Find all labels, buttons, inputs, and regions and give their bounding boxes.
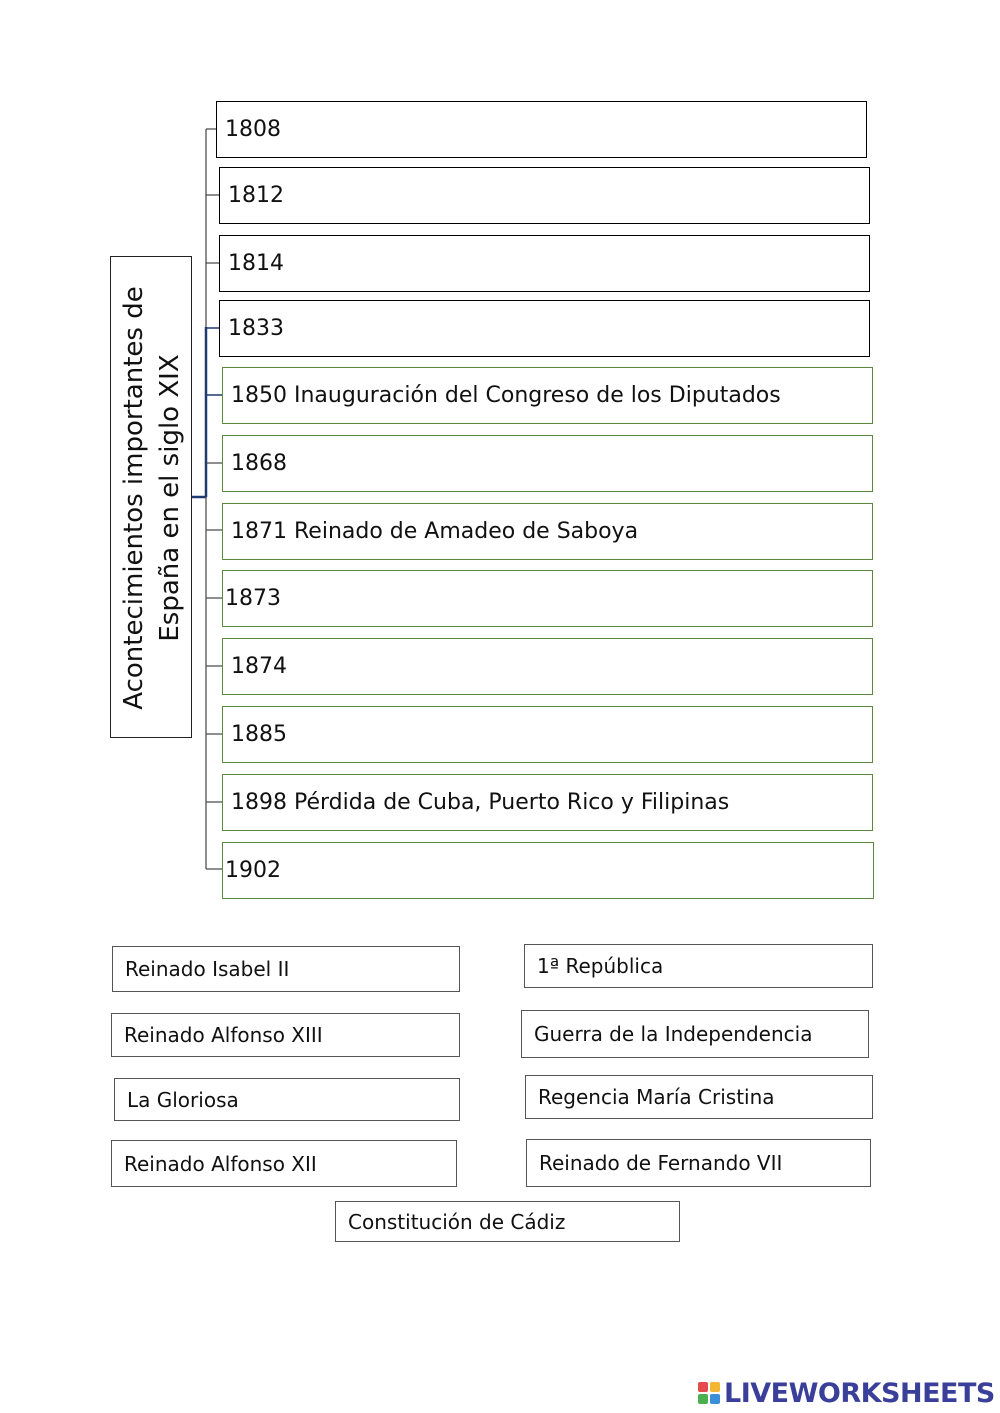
- answer-option-label: 1ª República: [537, 954, 664, 978]
- event-description: Reinado de Amadeo de Saboya: [294, 519, 639, 544]
- event-box-1898: [222, 774, 873, 831]
- event-box-1871: [222, 503, 873, 560]
- answer-option[interactable]: [525, 1075, 873, 1119]
- answer-option-label: Reinado Alfonso XIII: [124, 1023, 323, 1047]
- event-box-1808[interactable]: [216, 101, 867, 158]
- answer-option[interactable]: [112, 946, 460, 992]
- event-description: Inauguración del Congreso de los Diputados: [294, 383, 781, 408]
- event-year: 1808: [225, 117, 281, 142]
- event-year: 1871: [231, 519, 287, 544]
- event-box-1873[interactable]: [222, 570, 873, 627]
- event-year: 1833: [228, 316, 284, 341]
- event-box-1833[interactable]: [219, 300, 870, 357]
- event-description: Pérdida de Cuba, Puerto Rico y Filipinas: [294, 790, 730, 815]
- answer-option[interactable]: [524, 944, 873, 988]
- event-box-1874[interactable]: [222, 638, 873, 695]
- answer-option[interactable]: [114, 1078, 460, 1121]
- event-box-1812[interactable]: [219, 167, 870, 224]
- answer-option[interactable]: [526, 1139, 871, 1187]
- answer-option-label: La Gloriosa: [127, 1087, 239, 1112]
- answer-option-label: Regencia María Cristina: [538, 1085, 775, 1109]
- event-year: 1868: [231, 451, 287, 476]
- event-box-1902[interactable]: [222, 842, 874, 899]
- event-year: 1850: [231, 383, 287, 408]
- diagram-title-line-2: España en el siglo XIX: [155, 354, 185, 642]
- brand-name: LIVEWORKSHEETS: [724, 1377, 995, 1409]
- event-year: 1898: [231, 790, 287, 815]
- event-year: 1874: [231, 654, 287, 679]
- answer-option-label: Reinado Isabel II: [125, 957, 290, 981]
- answer-option-label: Constitución de Cádiz: [348, 1209, 566, 1234]
- event-box-1885[interactable]: [222, 706, 873, 763]
- answer-option[interactable]: [111, 1013, 460, 1057]
- event-year: 1902: [225, 858, 281, 883]
- diagram-title-line-1: Acontecimientos importantes de: [119, 286, 149, 710]
- liveworksheets-branding: [698, 1376, 995, 1410]
- event-year: 1885: [231, 722, 287, 747]
- event-year: 1812: [228, 183, 284, 208]
- event-box-1814[interactable]: [219, 235, 870, 292]
- event-box-1868[interactable]: [222, 435, 873, 492]
- event-year: 1873: [225, 586, 281, 611]
- answer-option-label: Reinado de Fernando VII: [539, 1151, 783, 1175]
- liveworksheets-logo-icon: [698, 1382, 720, 1404]
- event-year: 1814: [228, 251, 284, 276]
- answer-option[interactable]: [335, 1201, 680, 1242]
- answer-option-label: Guerra de la Independencia: [534, 1022, 813, 1046]
- event-box-1850: [222, 367, 873, 424]
- answer-option-label: Reinado Alfonso XII: [124, 1151, 317, 1176]
- answer-option[interactable]: [521, 1010, 869, 1058]
- answer-option[interactable]: [111, 1140, 457, 1187]
